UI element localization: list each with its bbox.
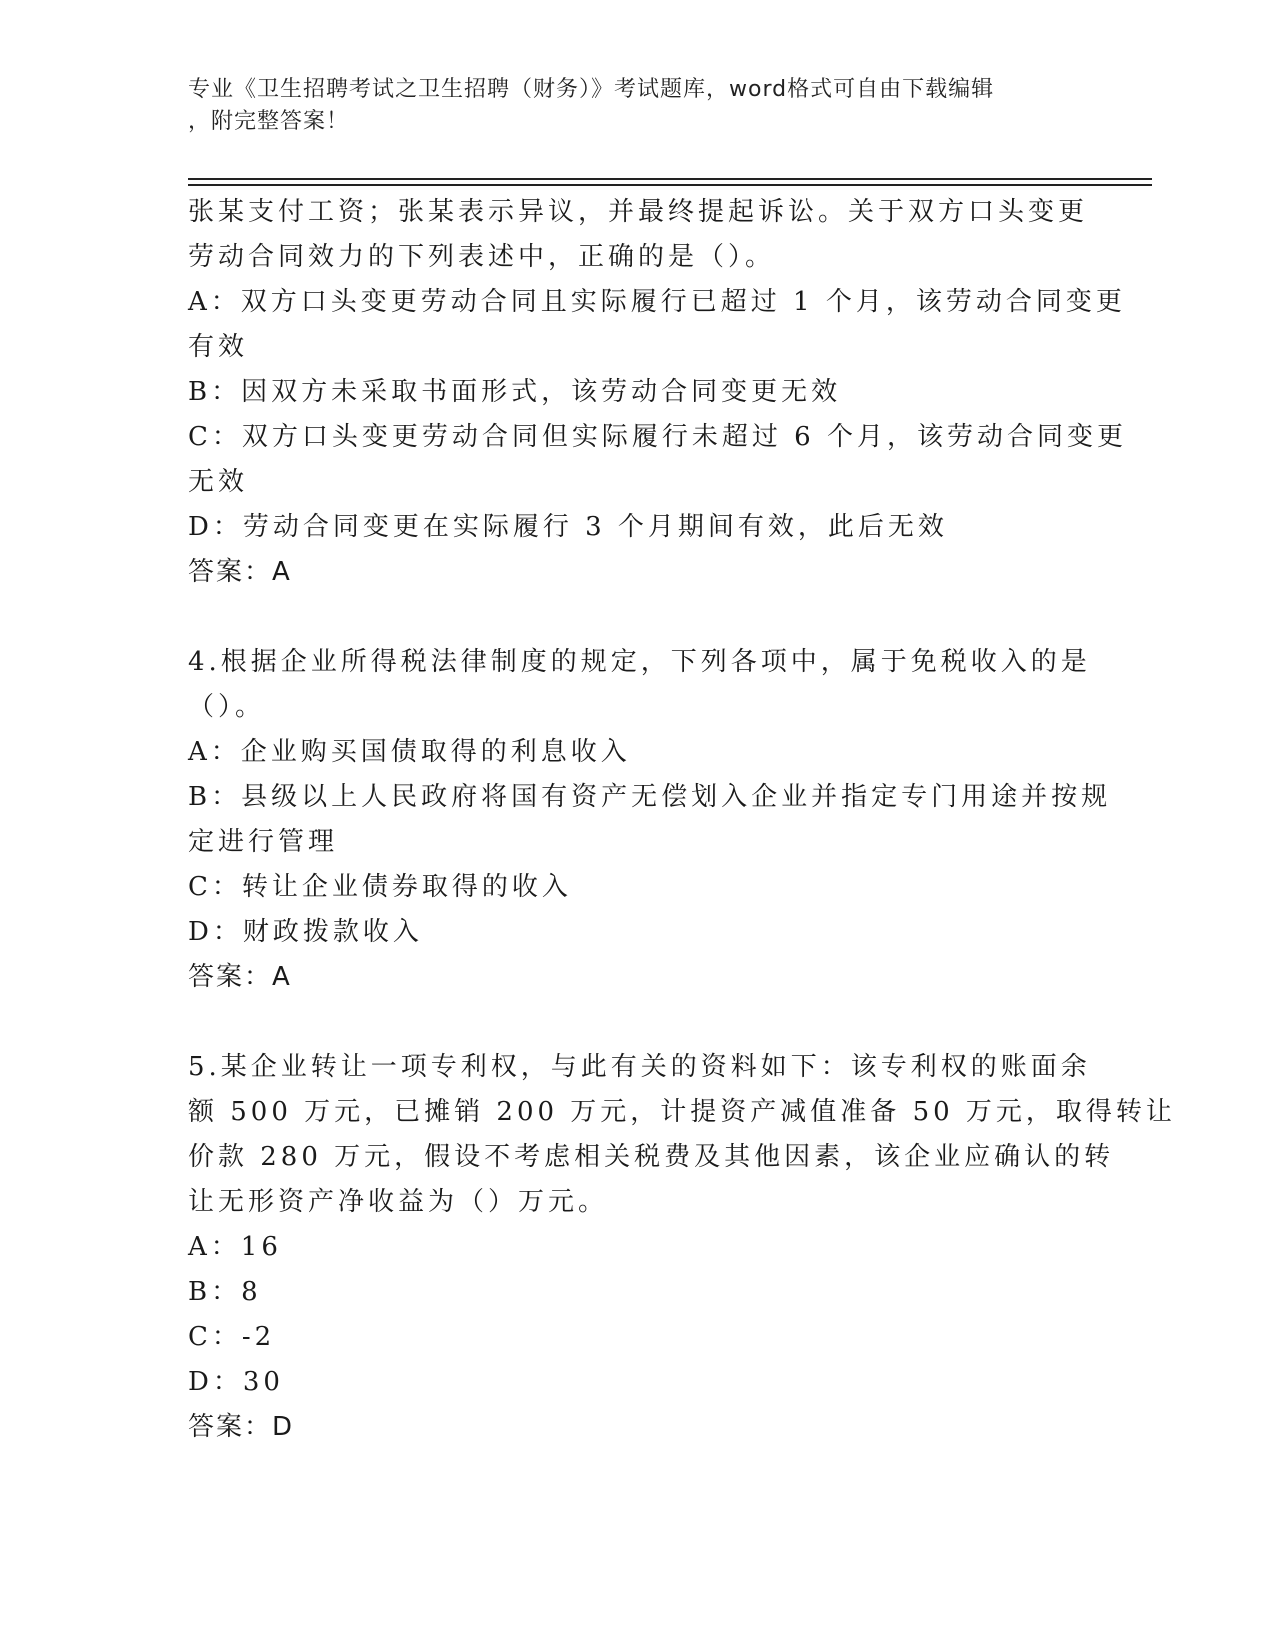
option-b: B：8 <box>188 1277 262 1307</box>
question-stem-line: 4.根据企业所得税法律制度的规定，下列各项中，属于免税收入的是 <box>188 647 1091 677</box>
question-5 <box>188 1045 1176 1450</box>
question-stem-line: 额 500 万元，已摊销 200 万元，计提资产减值准备 50 万元，取得转让 <box>188 1097 1176 1127</box>
question-4 <box>188 640 1112 1000</box>
option-c: C：转让企业债券取得的收入 <box>188 872 572 902</box>
answer-label: 答案：A <box>188 557 292 587</box>
question-stem-line: 让无形资产净收益为（）万元。 <box>188 1187 609 1217</box>
question-spacer <box>188 1000 1088 1045</box>
option-b-continued: 定进行管理 <box>188 827 339 857</box>
option-a: A：双方口头变更劳动合同且实际履行已超过 1 个月，该劳动合同变更 <box>188 287 1126 317</box>
option-d: D：劳动合同变更在实际履行 3 个月期间有效，此后无效 <box>188 512 948 542</box>
header-title-line-2: ，附完整答案！ <box>188 109 350 134</box>
header-divider-bottom <box>188 184 1152 186</box>
option-b: B：因双方未采取书面形式，该劳动合同变更无效 <box>188 377 842 407</box>
option-c: C：双方口头变更劳动合同但实际履行未超过 6 个月，该劳动合同变更 <box>188 422 1127 452</box>
option-a: A：企业购买国债取得的利息收入 <box>188 737 631 767</box>
question-3 <box>188 190 1127 595</box>
question-spacer <box>188 595 1088 640</box>
option-c: C：-2 <box>188 1322 276 1352</box>
option-b: B：县级以上人民政府将国有资产无偿划入企业并指定专门用途并按规 <box>188 782 1112 812</box>
document-header <box>188 74 1068 138</box>
option-d: D：30 <box>188 1367 284 1397</box>
header-title-line-1: 专业《卫生招聘考试之卫生招聘（财务）》考试题库，word格式可自由下载编辑 <box>188 77 995 102</box>
question-stem-line: （）。 <box>188 692 266 722</box>
option-c-continued: 无效 <box>188 467 249 497</box>
option-a: A：16 <box>188 1232 282 1262</box>
option-a-continued: 有效 <box>188 332 249 362</box>
question-list <box>188 190 1176 1450</box>
answer-label: 答案：D <box>188 1412 295 1442</box>
option-d: D：财政拨款收入 <box>188 917 423 947</box>
question-stem-line: 价款 280 万元，假设不考虑相关税费及其他因素，该企业应确认的转 <box>188 1142 1115 1172</box>
question-stem-line: 张某支付工资；张某表示异议，并最终提起诉讼。关于双方口头变更 <box>188 197 1089 227</box>
question-stem-line: 5.某企业转让一项专利权，与此有关的资料如下：该专利权的账面余 <box>188 1052 1091 1082</box>
header-divider-top <box>188 178 1152 180</box>
answer-label: 答案：A <box>188 962 292 992</box>
question-stem-line: 劳动合同效力的下列表述中，正确的是（）。 <box>188 242 776 272</box>
